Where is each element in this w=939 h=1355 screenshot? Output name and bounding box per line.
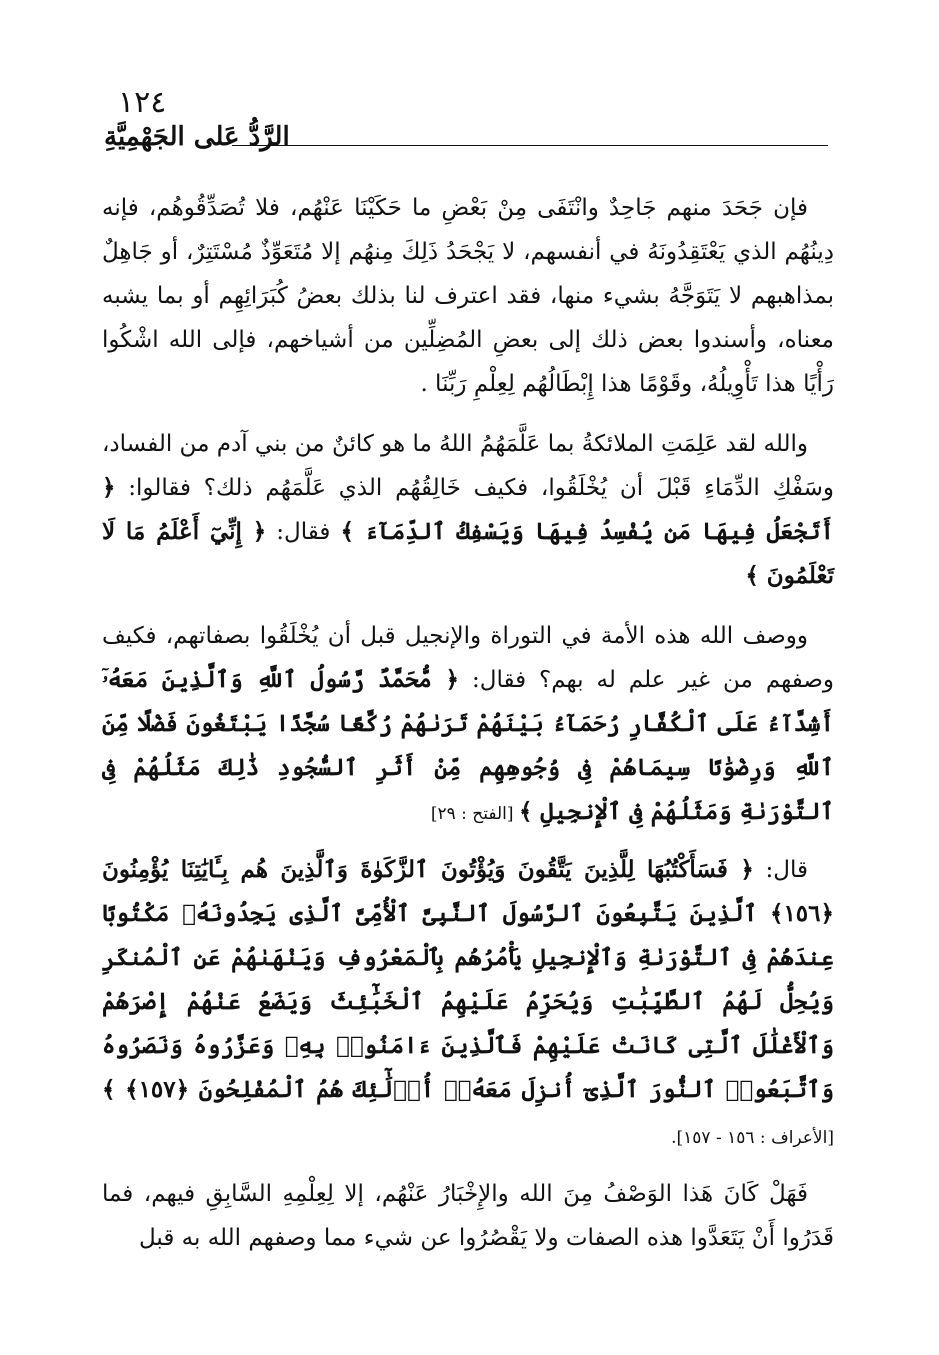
paragraph-4: [102, 848, 834, 1160]
body-text: [102, 186, 834, 1276]
paragraph-1: فإن جَحَدَ منهم جَاحِدٌ وانْتَفَى مِنْ بَعْضِ ما حَكَيْنَا عَنْهُم، فلا تُصَدِّقُوهُم، فإنه دِينُهُم الذي يَعْتَقِدُونَهُ في أنفسهم، لا يَجْحَدُ ذَلِكَ مِنهُم إلا مُتَعَوِّذٌ مُسْتَتِرٌ، أو جَاهِلٌ بمذاهبهم لا يَتَوَجَّهُ بشيء منها، فقد اعترف لنا بذلك بعضُ كُبَرَائِهِم أو بما يشبه معناه، وأسندوا بعض ذلك إلى بعضِ المُضِلِّين من أشياخهم، فإلى الله اشْكُوا رَأْيًا هذا تَأْوِيلُهُ، وقَوْمًا هذا إِبْطَالُهُم لِعِلْمِ رَبِّنَا .: [102, 195, 834, 397]
quran-verse-baqarah-30b: ﴿ إِنِّيٓ أَعْلَمُ مَا لَا تَعْلَمُونَ ﴾: [102, 518, 834, 589]
paragraph-5: فَهَلْ كَانَ هَذا الوَصْفُ مِنَ الله والإِخْبَارُ عَنْهُم، إلا لِعِلْمِهِ السَّابِقِ فيهم، فما قَدَرُوا أَنْ يَتَعَدَّوا هذه الصفات ولا يَقْصُرُوا عن شيء مما وصفهم الله به قبل: [102, 1181, 834, 1251]
quran-verse-araf-156-157: ﴿ فَسَأَكْتُبُهَا لِلَّذِينَ يَتَّقُونَ وَيُؤْتُونَ ٱلزَّكَوٰةَ وَٱلَّذِينَ هُم بِـَٔايَٰتِنَا يُؤْمِنُونَ ﴿١٥٦﴾ ٱلَّذِينَ يَتَّبِعُونَ ٱلرَّسُولَ ٱلنَّبِىَّ ٱلْأُمِّىَّ ٱلَّذِى يَجِدُونَهُۥ مَكْتُوبًا عِندَهُمْ فِى ٱلتَّوْرَىٰةِ وَٱلْإِنجِيلِ يَأْمُرُهُم بِٱلْمَعْرُوفِ وَيَنْهَىٰهُمْ عَنِ ٱلْمُنكَرِ وَيُحِلُّ لَهُمُ ٱلطَّيِّبَٰتِ وَيُحَرِّمُ عَلَيْهِمُ ٱلْخَبَٰٓئِثَ وَيَضَعُ عَنْهُمْ إِصْرَهُمْ وَٱلْأَغْلَٰلَ ٱلَّتِى كَانَتْ عَلَيْهِمْ فَٱلَّذِينَ ءَامَنُوا۟ بِهِۦ وَعَزَّرُوهُ وَنَصَرُوهُ وَٱتَّبَعُوا۟ ٱلنُّورَ ٱلَّذِىٓ أُنزِلَ مَعَهُۥٓ أُو۟لَٰٓئِكَ هُمُ ٱلْمُفْلِحُونَ ﴿١٥٧﴾ ﴾: [102, 856, 834, 1103]
verse-reference: [الأعراف : ١٥٦ - ١٥٧].: [671, 1128, 834, 1148]
paragraph-4-text: قال:: [753, 857, 808, 883]
header-rule: [232, 145, 828, 146]
paragraph-3: [102, 614, 834, 836]
paragraph-2-text: والله لقد عَلِمَتِ الملائكةُ بما عَلَّمَهُمُ اللهُ ما هو كائنٌ من بني آدم من الفساد، وسَفْكِ الدِّمَاءِ قَبْلَ أن يُخْلَقُوا، فكيف خَالِقُهُم الذي عَلَّمَهُم ذلك؟ فقالوا:: [102, 431, 834, 501]
verse-reference: [الفتح : ٢٩]: [430, 804, 519, 824]
quran-verse-baqarah-30a: ﴿ أَتَجْعَلُ فِيهَا مَن يُفْسِدُ فِيهَا وَيَسْفِكُ ٱلدِّمَآءَ ﴾: [102, 474, 835, 545]
page-number: ١٢٤: [118, 85, 167, 120]
paragraph-2-mid: فقال:: [266, 519, 341, 545]
quran-verse-fath-29: ﴿ مُّحَمَّدٌ رَّسُولُ ٱللَّهِ وَٱلَّذِينَ مَعَهُۥٓ أَشِدَّآءُ عَلَى ٱلْكُفَّارِ رُحَمَآءُ بَيْنَهُمْ تَرَىٰهُمْ رُكَّعًا سُجَّدًا يَبْتَغُونَ فَضْلًا مِّنَ ٱللَّهِ وَرِضْوَٰنًا سِيمَاهُمْ فِى وُجُوهِهِم مِّنْ أَثَرِ ٱلسُّجُودِ ذَٰلِكَ مَثَلُهُمْ فِى ٱلتَّوْرَىٰةِ وَمَثَلُهُمْ فِى ٱلْإِنجِيلِ ﴾: [102, 666, 834, 825]
paragraph-3-text: ووصف الله هذه الأمة في التوراة والإنجيل قبل أن يُخْلَقُوا بصفاتهم، فكيف وصفهم من غير علم له بهم؟ فقال:: [102, 623, 834, 693]
running-title: الرَّدُّ عَلى الجَهْمِيَّةِ: [104, 122, 290, 152]
paragraph-2: [102, 422, 834, 598]
